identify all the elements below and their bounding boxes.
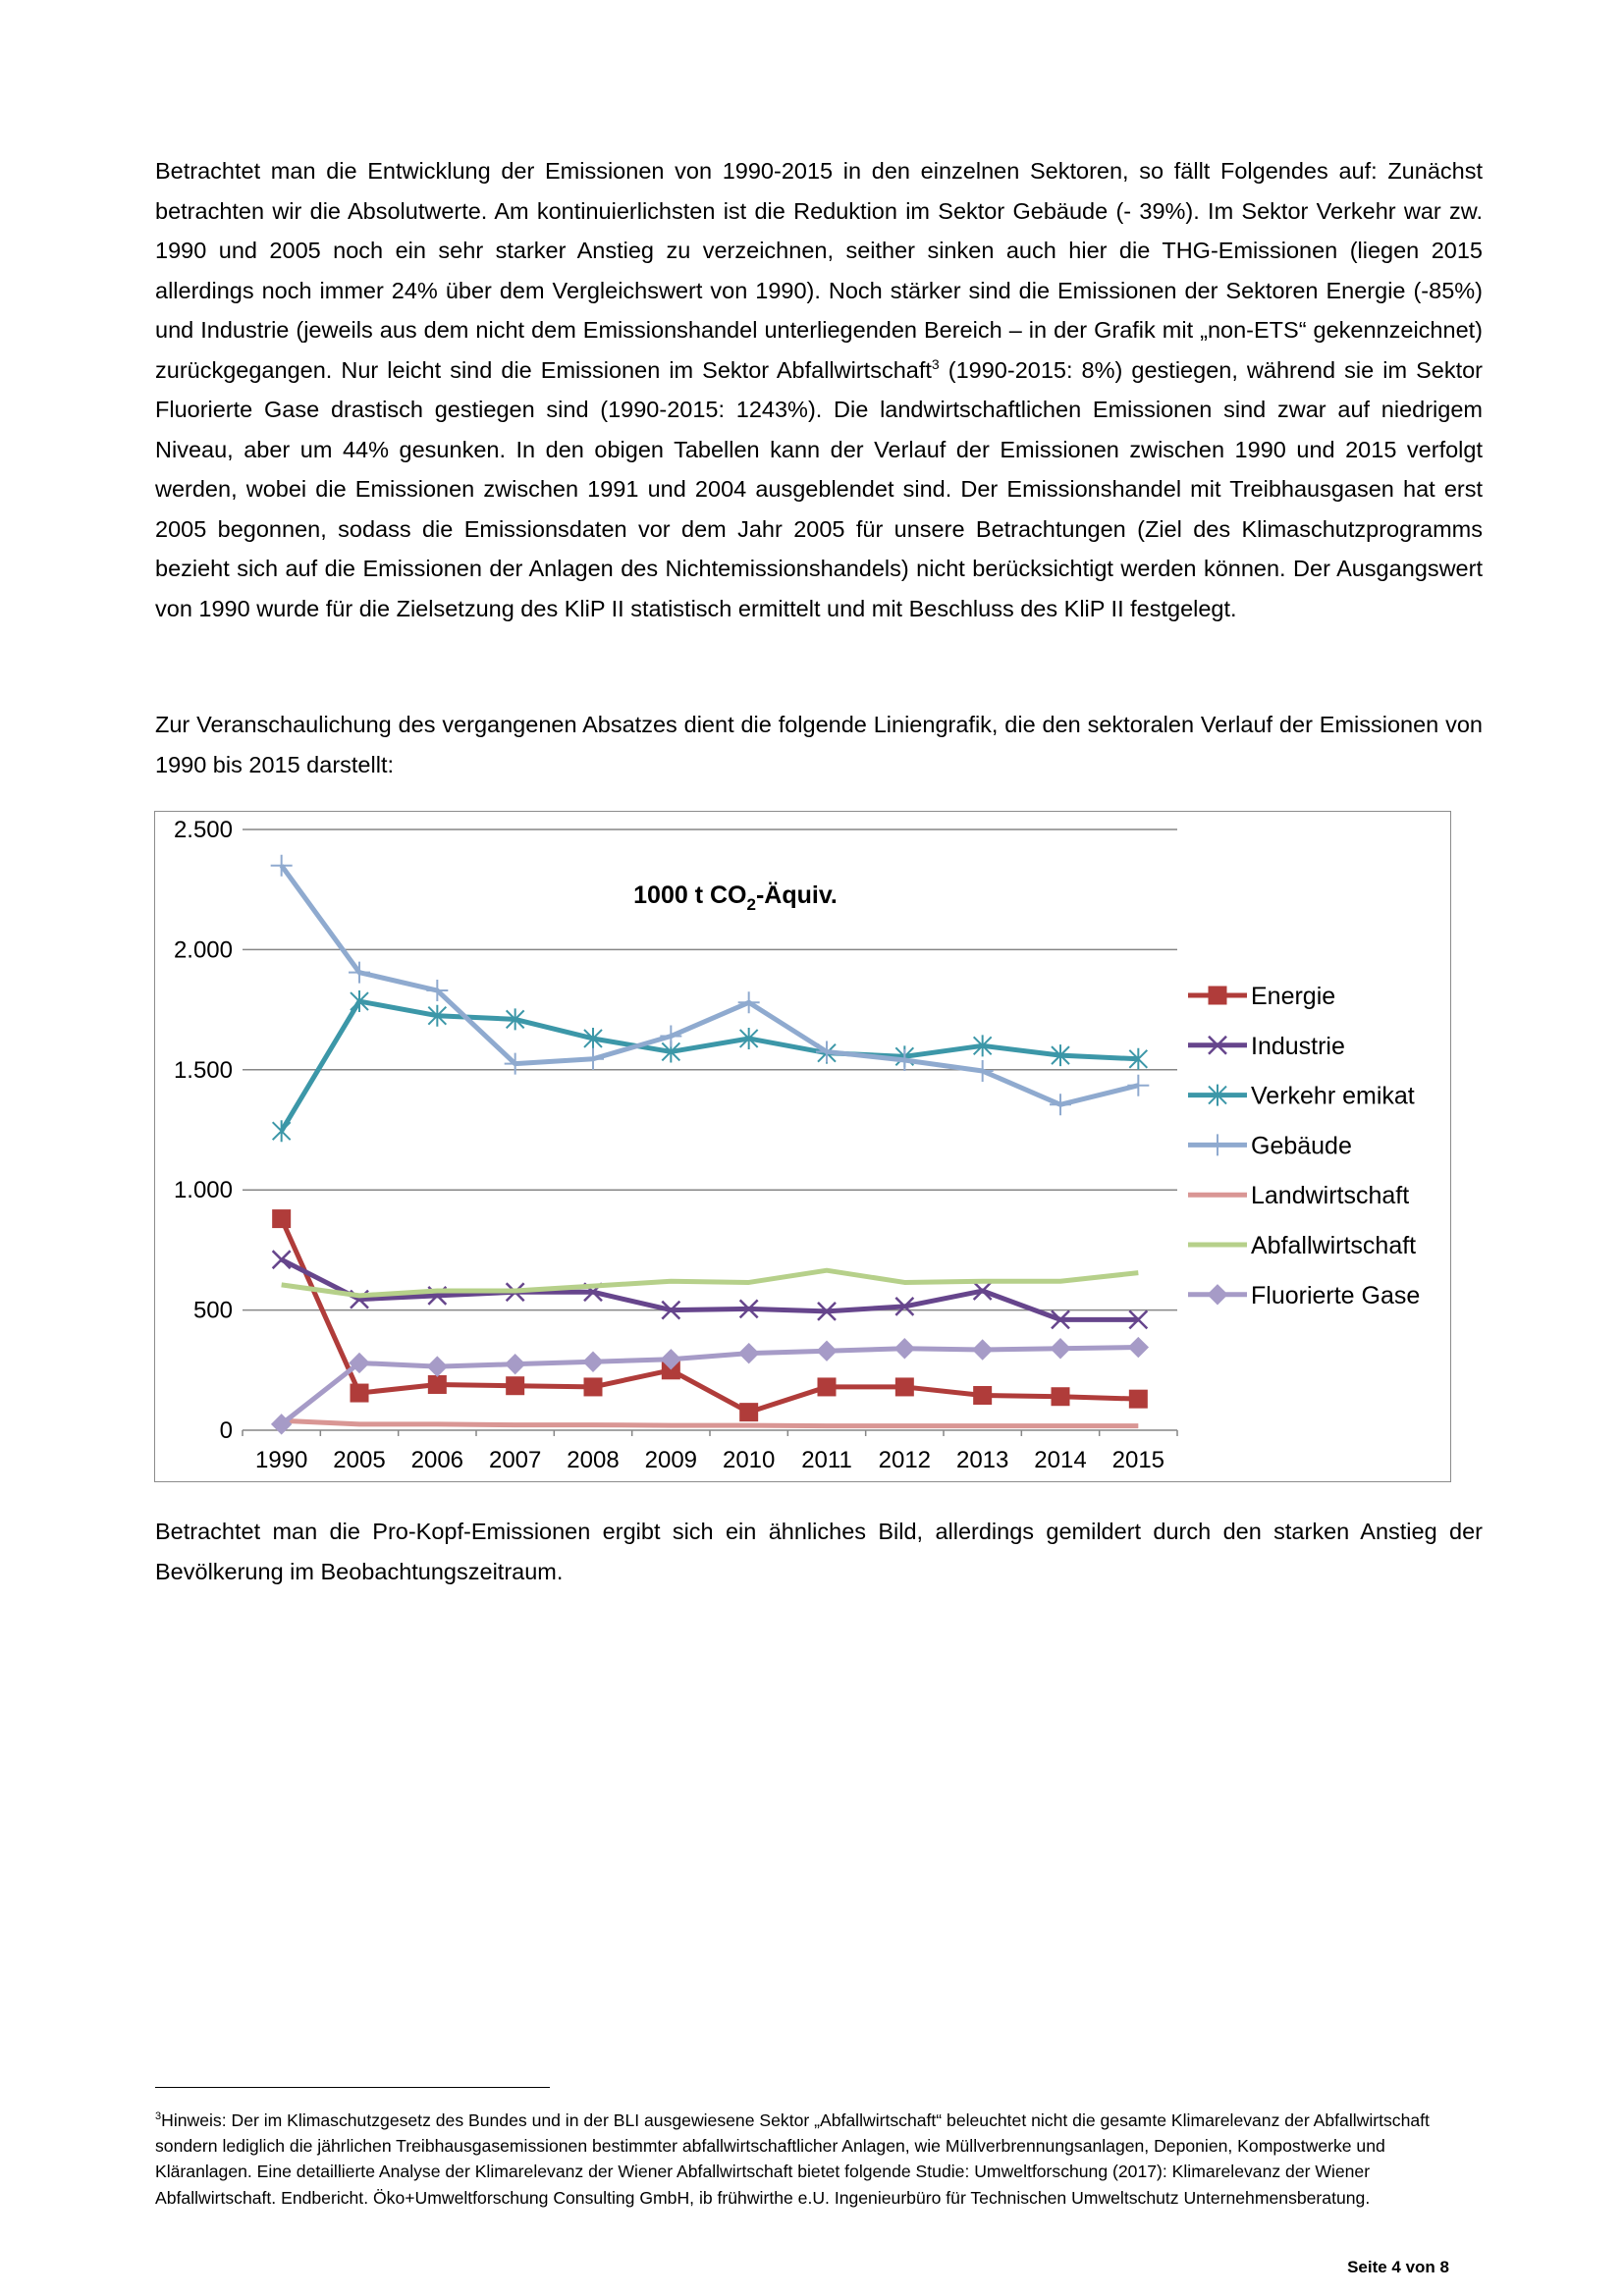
data-point-fluorierte-gase xyxy=(1051,1339,1070,1359)
y-tick-label: 2.000 xyxy=(173,936,233,964)
series-line-energie xyxy=(282,1219,1139,1413)
footnote-mark: 3 xyxy=(155,2110,162,2123)
data-point-energie xyxy=(428,1375,446,1393)
y-tick-label: 2.500 xyxy=(173,817,233,843)
page-number: Seite 4 von 8 xyxy=(1347,2258,1449,2276)
data-point-verkehr-emikat xyxy=(273,1120,291,1142)
data-point-energie xyxy=(584,1378,602,1396)
x-tick-label: 1990 xyxy=(254,1447,308,1473)
x-tick-label: 2015 xyxy=(1111,1447,1165,1473)
paragraph-text: Betrachtet man die Entwicklung der Emissionen von 1990-2015 in den einzelnen Sektoren, so fällt Folgendes auf: Zunächst betrachten wir die Absolutwerte. Am kontinuierlichsten ist die Reduktion im Sektor Gebäude (- 39%). Im Sektor Verkehr war zw. 1990 und 2005 noch ein sehr starker Anstieg zu verzeichnen, seither sinken auch hier die THG-Emissionen (liegen 2015 allerdings noch immer 24% über dem Vergleichswert von 1990). Noch stärker sind die Emissionen der Sektoren Energie (-85%) und Industrie (jeweils aus dem nicht dem Emissionshandel unterliegenden Bereich – in der Grafik mit „non-ETS“ gekennzeichnet) zurückgegangen. Nur leicht sind die Emissionen im Sektor Abfallwirtschaft xyxy=(155,158,1483,383)
emissions-line-chart xyxy=(154,811,1451,1482)
x-tick-label: 2007 xyxy=(488,1447,542,1473)
footnote-reference[interactable]: 3 xyxy=(931,355,940,372)
data-point-geb-ude xyxy=(893,1049,915,1071)
y-tick-label: 1.000 xyxy=(173,1177,233,1204)
data-point-fluorierte-gase xyxy=(1128,1338,1148,1358)
footnote-text: Hinweis: Der im Klimaschutzgesetz des Bundes und in der BLI ausgewiesene Sektor „Abfallwirtschaft“ beleuchtet nicht die gesamte Klimarelevanz der Abfallwirtschaft sondern lediglich die jährlichen Treibhausgasemissionen bestimmter abfallwirtschaftlicher Anlagen, wie Müllverbrennungsanlagen, Deponien, Kompostwerke und Kläranlagen. Eine detaillierte Analyse der Klimarelevanz der Wiener Abfallwirtschaft bietet folgende Studie: Umweltforschung (2017): Klimarelevanz der Wiener Abfallwirtschaft. Endbericht. Öko+Umweltforschung Consulting GmbH, ib frühwirthe e.U. Ingenieurbüro für Technischen Umweltschutz Unternehmensberatung. xyxy=(155,2110,1430,2208)
legend-item-verkehr-emikat xyxy=(1188,1083,1415,1110)
data-point-fluorierte-gase xyxy=(894,1339,914,1359)
data-point-fluorierte-gase xyxy=(739,1344,759,1363)
data-point-energie xyxy=(740,1404,758,1421)
legend-label: Abfallwirtschaft xyxy=(1251,1232,1417,1259)
legend-marker xyxy=(1207,1134,1228,1155)
x-tick-label: 2011 xyxy=(801,1447,852,1473)
chart-series xyxy=(271,855,1150,1434)
legend-item-geb-ude xyxy=(1188,1132,1352,1159)
y-tick-label: 500 xyxy=(192,1297,233,1324)
series-line-landwirtschaft xyxy=(282,1420,1139,1425)
chart-canvas xyxy=(155,812,1452,1483)
data-point-energie xyxy=(974,1387,992,1405)
data-point-energie xyxy=(351,1384,368,1402)
data-point-fluorierte-gase xyxy=(427,1357,447,1376)
series-energie xyxy=(273,1210,1148,1421)
legend-label: Landwirtschaft xyxy=(1251,1182,1410,1210)
legend-item-industrie xyxy=(1188,1033,1345,1060)
data-point-industrie xyxy=(273,1251,291,1268)
series-line-abfallwirtschaft xyxy=(282,1270,1139,1296)
data-point-energie xyxy=(895,1378,913,1396)
data-point-geb-ude xyxy=(972,1060,994,1082)
x-tick-label: 2010 xyxy=(722,1447,776,1473)
legend-label: Energie xyxy=(1251,983,1336,1010)
data-point-energie xyxy=(1129,1390,1147,1408)
x-tick-label: 2009 xyxy=(644,1447,698,1473)
x-tick-label: 2014 xyxy=(1034,1447,1087,1473)
legend-item-energie xyxy=(1188,983,1335,1010)
x-tick-label: 2006 xyxy=(410,1447,464,1473)
paragraph-text: (1990-2015: 8%) gestiegen, während sie im Sektor Fluorierte Gase drastisch gestiegen sind (1990-2015: 1243%). Die landwirtschaftlichen Emissionen sind zwar auf niedrigem Niveau, aber um 44% gesunken. In den obigen Tabellen kann der Verlauf der Emissionen zwischen 1990 und 2015 verfolgt werden, wobei die Emissionen zwischen 1991 und 2004 ausgeblendet sind. Der Emissionshandel mit Treibhausgasen hat erst 2005 begonnen, sodass die Emissionsdaten vor dem Jahr 2005 für unsere Betrachtungen (Ziel des Klimaschutzprogramms bezieht sich auf die Emissionen der Anlagen des Nichtemissionshandels) nicht berücksichtigt werden können. Der Ausgangswert von 1990 wurde für die Zielsetzung des KliP II statistisch ermittelt und mit Beschluss des KliP II festgelegt. xyxy=(155,356,1483,621)
data-point-geb-ude xyxy=(1050,1094,1071,1115)
x-tick-label: 2013 xyxy=(955,1447,1009,1473)
data-point-geb-ude xyxy=(1127,1075,1149,1096)
body-paragraph-3: Betrachtet man die Pro-Kopf-Emissionen ergibt sich ein ähnliches Bild, allerdings gemildert durch den starken Anstieg der Bevölkerung im Beobachtungszeitraum. xyxy=(155,1519,1483,1584)
legend-item-landwirtschaft xyxy=(1188,1182,1409,1209)
series-landwirtschaft xyxy=(282,1420,1139,1425)
data-point-geb-ude xyxy=(582,1048,604,1070)
data-point-energie xyxy=(818,1378,836,1396)
y-tick-label: 0 xyxy=(219,1417,233,1444)
footnote xyxy=(155,2108,1483,2211)
footnote-separator xyxy=(155,2087,550,2088)
series-verkehr-emikat xyxy=(273,990,1148,1142)
legend-label: Industrie xyxy=(1251,1032,1345,1060)
series-abfallwirtschaft xyxy=(282,1270,1139,1296)
chart-legend xyxy=(1188,983,1420,1309)
legend-item-abfallwirtschaft xyxy=(1188,1232,1416,1259)
legend-marker xyxy=(1208,1285,1227,1305)
data-point-fluorierte-gase xyxy=(973,1340,993,1360)
data-point-energie xyxy=(273,1210,291,1228)
y-tick-label: 1.500 xyxy=(173,1056,233,1084)
chart-title: 1000 t $CO_2$-Äquiv. xyxy=(633,881,838,914)
body-paragraph-1 xyxy=(155,151,1483,628)
data-point-energie xyxy=(507,1377,524,1395)
legend-label: Gebäude xyxy=(1251,1132,1352,1160)
legend-item-fluorierte-gase xyxy=(1188,1282,1420,1309)
x-tick-label: 2012 xyxy=(878,1447,932,1473)
x-tick-label: 2008 xyxy=(567,1447,620,1473)
x-tick-label: 2005 xyxy=(333,1447,386,1473)
data-point-fluorierte-gase xyxy=(817,1341,837,1361)
data-point-energie xyxy=(1052,1388,1069,1406)
series-fluorierte-gase xyxy=(272,1338,1149,1434)
data-point-fluorierte-gase xyxy=(506,1355,525,1374)
legend-label: Fluorierte Gase xyxy=(1251,1281,1421,1309)
legend-marker xyxy=(1209,987,1226,1004)
data-point-fluorierte-gase xyxy=(583,1352,603,1371)
legend-label: Verkehr emikat xyxy=(1251,1082,1415,1110)
series-industrie xyxy=(273,1251,1148,1328)
body-paragraph-2: Zur Veranschaulichung des vergangenen Absatzes dient die folgende Liniengrafik, die den sektoralen Verlauf der Emissionen von 1990 bis 2015 darstellt: xyxy=(155,712,1483,777)
